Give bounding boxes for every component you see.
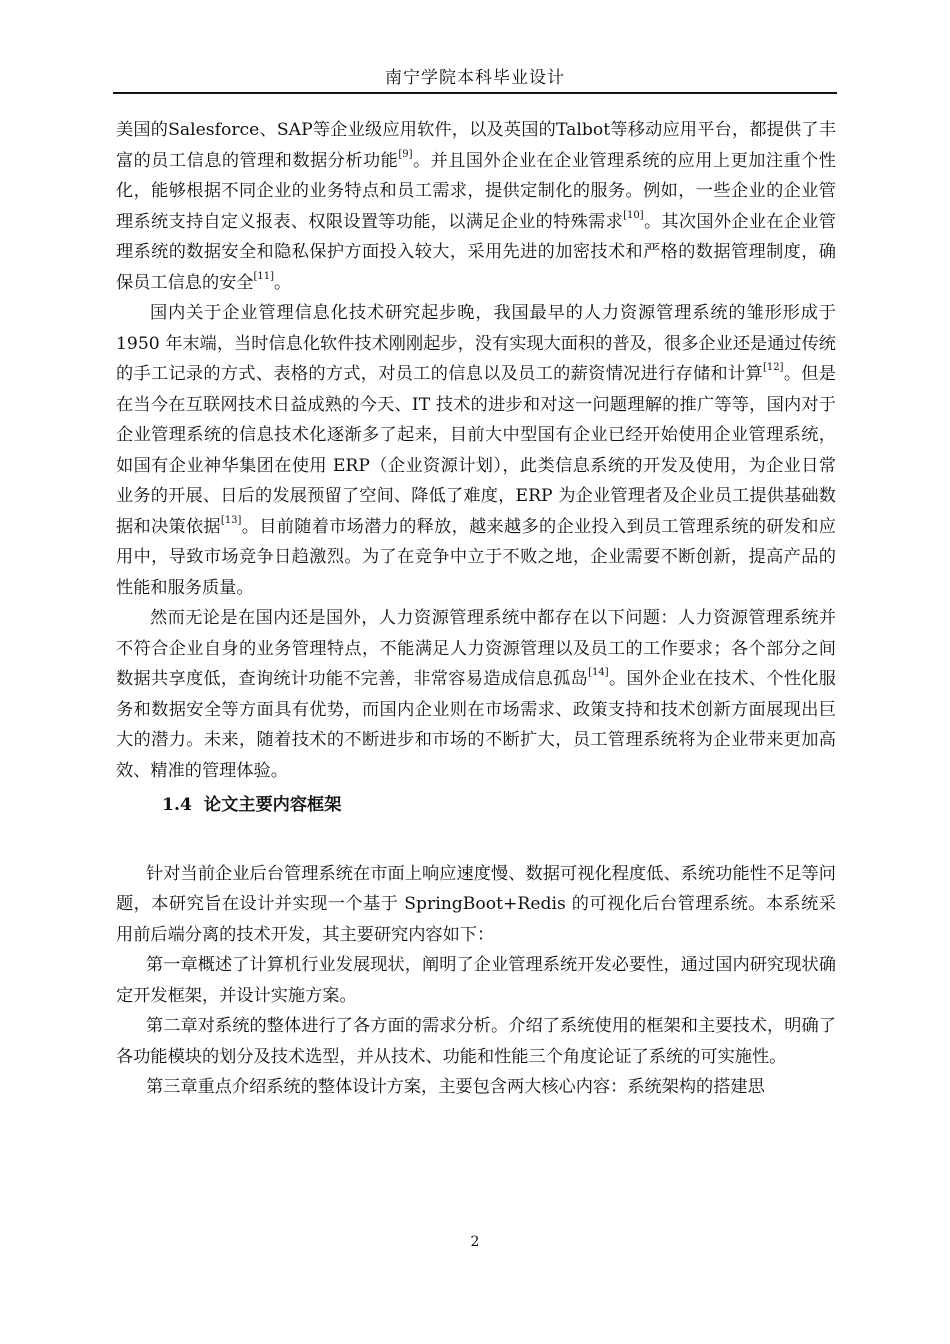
paragraph-chapter-one: 第一章概述了计算机行业发展现状，阐明了企业管理系统开发必要性，通过国内研究现状确定开发框架，并设计实施方案。 [116, 955, 836, 1006]
text-run: 。但是在当今在互联网技术日益成熟的今天、IT 技术的进步和对这一问题理解的推广等等，国内对于企业管理系统的信息技术化逐渐多了起来，目前大中型国有企业已经开始使用企业管理系统，如国有企业神华集团在使用 ERP（企业资源计划），此类信息系统的开发及使用，为企业日常业务的开展、日后的发展预留了空间、降低了难度，ERP 为企业管理者及企业员工提供基础数据和决策依据 [116, 364, 836, 537]
document-body [116, 115, 836, 1103]
text-run: 。目前随着市场潜力的释放，越来越多的企业投入到员工管理系统的研发和应用中，导致市场竞争日趋激烈。为了在竞争中立于不败之地，企业需要不断创新，提高产品的性能和服务质量。 [116, 516, 836, 598]
text-run: 国内关于企业管理信息化技术研究起步晚，我国最早的人力资源管理系统的雏形形成于 1950 年末端，当时信息化软件技术刚刚起步，没有实现大面积的普及，很多企业还是通过传统的手工记录的方式、表格的方式，对员工的信息以及员工的薪资情况进行存储和计算 [116, 303, 836, 384]
citation: [13] [220, 514, 242, 526]
citation: [11] [253, 270, 275, 282]
text-run: 。并且国外企业在企业管理系统的应用上更加注重个性化，能够根据不同企业的业务特点和员工需求，提供定制化的服务。例如，一些企业的企业管理系统支持自定义报表、权限设置等功能，以满足企业的特殊需求 [116, 150, 836, 232]
paragraph-chapter-two: 第二章对系统的整体进行了各方面的需求分析。介绍了系统使用的框架和主要技术，明确了各功能模块的划分及技术选型，并从技术、功能和性能三个角度论证了系统的可实施性。 [116, 1016, 836, 1067]
paragraph-domestic-research [116, 298, 836, 603]
paragraph-foreign-systems [116, 115, 836, 298]
section-heading [116, 790, 836, 821]
paragraph-research-overview: 针对当前企业后台管理系统在市面上响应速度慢、数据可视化程度低、系统功能性不足等问题，本研究旨在设计并实现一个基于 SpringBoot+Redis 的可视化后台管理系统。本系统采用前后端分离的技术开发，其主要研究内容如下： [116, 863, 836, 945]
header-rule [113, 92, 837, 94]
text-run: 。 [274, 272, 292, 293]
text-run: 然而无论是在国内还是国外，人力资源管理系统中都存在以下问题：人力资源管理系统并不符合企业自身的业务管理特点，不能满足人力资源管理以及员工的工作要求；各个部分之间数据共享度低，查询统计功能不完善，非常容易造成信息孤岛 [116, 608, 836, 689]
text-run: 。其次国外企业在企业管理系统的数据安全和隐私保护方面投入较大，采用先进的加密技术和严格的数据管理制度，确保员工信息的安全 [116, 211, 836, 293]
citation: [9] [398, 148, 413, 160]
text-run: 。国外企业在技术、个性化服务和数据安全等方面具有优势，而国内企业则在市场需求、政策支持和技术创新方面展现出巨大的潜力。未来，随着技术的不断进步和市场的不断扩大，员工管理系统将为企业带来更加高效、精准的管理体验。 [116, 669, 836, 781]
text-run: 美国的Salesforce、SAP等企业级应用软件，以及英国的Talbot等移动应用平台，都提供了丰富的员工信息的管理和数据分析功能 [116, 120, 836, 171]
paragraph-chapter-three: 第三章重点介绍系统的整体设计方案，主要包含两大核心内容：系统架构的搭建思 [146, 1077, 765, 1097]
section-gap [116, 821, 836, 859]
section-title: 论文主要内容框架 [203, 795, 342, 815]
page-header: 南宁学院本科毕业设计 [385, 68, 565, 88]
citation: [12] [762, 362, 784, 374]
citation: [10] [623, 209, 644, 221]
section-number: 1.4 [162, 795, 192, 815]
paragraph-existing-problems [116, 603, 836, 786]
citation: [14] [588, 667, 609, 679]
page-number: 2 [470, 1234, 480, 1250]
